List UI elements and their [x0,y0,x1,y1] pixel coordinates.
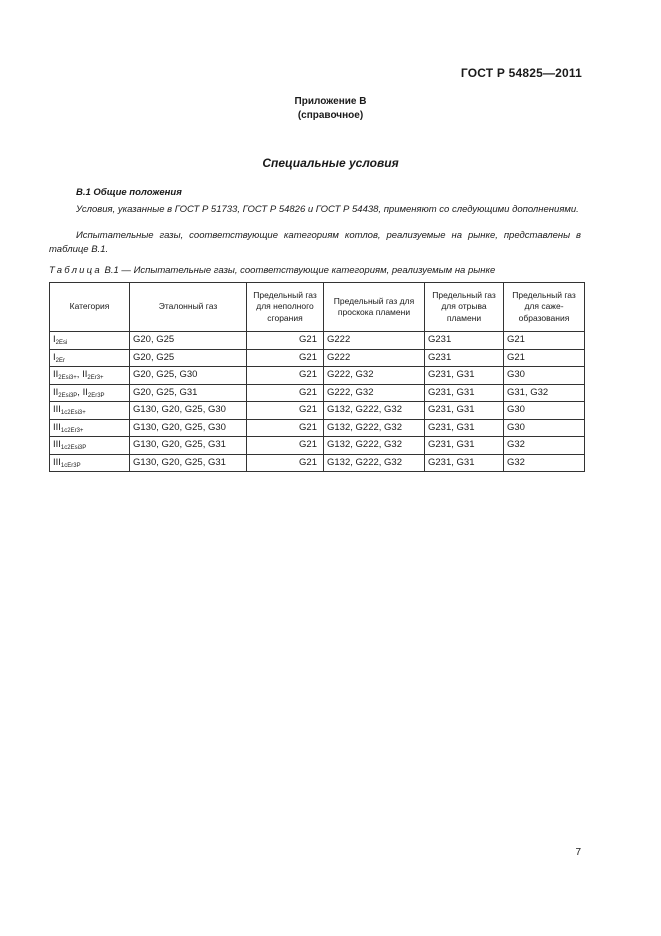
cell-incomplete-combustion: G21 [247,437,324,455]
header-incomplete-combustion: Предельный газ для неполного сгорания [247,283,324,332]
subsection-title: В.1 Общие положения [76,187,182,198]
cell-category: $III_{1cEr3P}$ [50,454,130,472]
cell-sooting: G30 [504,402,585,420]
cell-flashback: G222, G32 [324,367,425,385]
test-gas-table [49,282,585,472]
cell-flashback: G132, G222, G32 [324,419,425,437]
annex-title: Приложение В [294,96,367,107]
cell-incomplete-combustion: G21 [247,384,324,402]
cell-flame-lift: G231, G31 [425,437,504,455]
cell-flame-lift: G231, G31 [425,419,504,437]
cell-reference-gas: G20, G25, G31 [130,384,247,402]
table-row [50,384,585,402]
cell-flashback: G132, G222, G32 [324,454,425,472]
cell-flashback: G222 [324,332,425,350]
cell-flame-lift: G231, G31 [425,384,504,402]
cell-flame-lift: G231, G31 [425,367,504,385]
cell-incomplete-combustion: G21 [247,402,324,420]
table-caption-prefix: Таблица [49,265,102,276]
cell-incomplete-combustion: G21 [247,349,324,367]
cell-sooting: G32 [504,437,585,455]
page-number: 7 [575,847,581,858]
table-caption-text: В.1 — Испытательные газы, соответствующие категориям, реализуемым на рынке [104,265,496,276]
table-caption [49,265,589,276]
cell-sooting: G32 [504,454,585,472]
header-flame-lift: Предельный газ для отрыва пламени [425,283,504,332]
cell-category: $II_{2Esi3+}$, $II_{2Er3+}$ [50,367,130,385]
table-row [50,454,585,472]
cell-reference-gas: G20, G25 [130,332,247,350]
cell-flame-lift: G231, G31 [425,402,504,420]
cell-reference-gas: G130, G20, G25, G31 [130,437,247,455]
paragraph-test-gases: Испытательные газы, соответствующие категориям котлов, реализуемые на рынке, представлены в таблице В.1. [49,230,581,255]
cell-reference-gas: G20, G25, G30 [130,367,247,385]
cell-category: $III_{1c2Esi3P}$ [50,437,130,455]
cell-incomplete-combustion: G21 [247,419,324,437]
table-row [50,402,585,420]
annex-status: (справочное) [297,110,364,121]
cell-flame-lift: G231, G31 [425,454,504,472]
cell-flame-lift: G231 [425,349,504,367]
cell-category: $III_{1c2Er3+}$ [50,419,130,437]
table-header-row [50,283,585,332]
table-row [50,419,585,437]
cell-incomplete-combustion: G21 [247,332,324,350]
header-reference-gas: Эталонный газ [130,283,247,332]
cell-reference-gas: G130, G20, G25, G30 [130,402,247,420]
table-row [50,349,585,367]
cell-category: $II_{2Esi3P}$, $II_{2Er3P}$ [50,384,130,402]
cell-flashback: G132, G222, G32 [324,437,425,455]
cell-category: $I_{2Er}$ [50,349,130,367]
header-sooting: Предельный газ для саже-образования [504,283,585,332]
cell-incomplete-combustion: G21 [247,454,324,472]
document-code: ГОСТ Р 54825—2011 [460,66,582,80]
table-row [50,332,585,350]
cell-sooting: G30 [504,367,585,385]
cell-sooting: G21 [504,349,585,367]
cell-reference-gas: G20, G25 [130,349,247,367]
cell-category: $III_{1c2Esi3+}$ [50,402,130,420]
annex-heading [0,95,661,123]
table-row [50,367,585,385]
cell-flashback: G222 [324,349,425,367]
cell-flashback: G132, G222, G32 [324,402,425,420]
section-title: Специальные условия [262,156,399,170]
cell-flame-lift: G231 [425,332,504,350]
cell-flashback: G222, G32 [324,384,425,402]
header-category: Категория [50,283,130,332]
cell-category: $I_{2Esi}$ [50,332,130,350]
cell-incomplete-combustion: G21 [247,367,324,385]
cell-sooting: G31, G32 [504,384,585,402]
header-flashback: Предельный газ для проскока пламени [324,283,425,332]
table-row [50,437,585,455]
cell-sooting: G30 [504,419,585,437]
paragraph-conditions: Условия, указанные в ГОСТ Р 51733, ГОСТ Р 54826 и ГОСТ Р 54438, применяют со следующими дополнениями. [76,204,579,215]
cell-sooting: G21 [504,332,585,350]
cell-reference-gas: G130, G20, G25, G31 [130,454,247,472]
cell-reference-gas: G130, G20, G25, G30 [130,419,247,437]
